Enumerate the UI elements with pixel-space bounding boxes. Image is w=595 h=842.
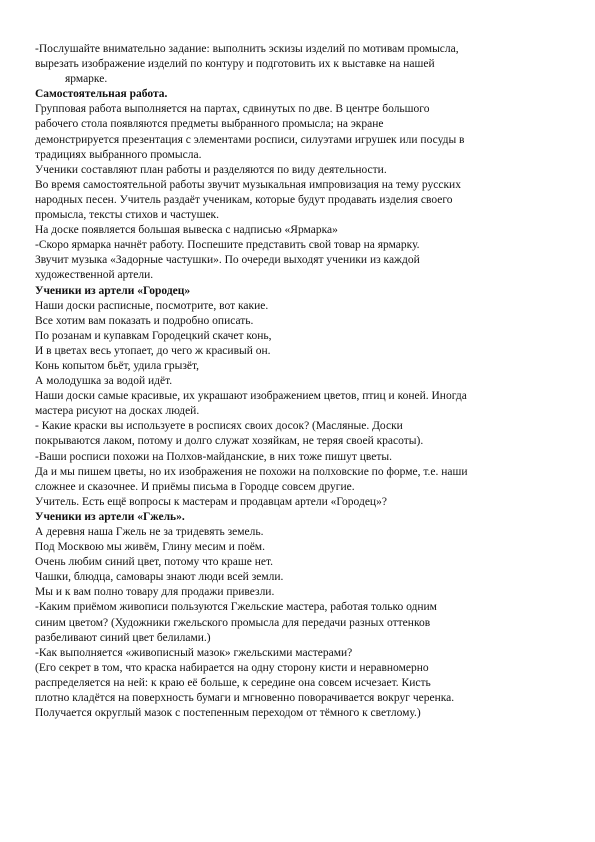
text-line: Групповая работа выполняется на партах, сдвинутых по две. В центре большого	[35, 103, 430, 116]
text-line: Очень любим синий цвет, потому что краше нет.	[35, 556, 273, 569]
text-line: -Как выполняется «живописный мазок» гжельскими мастерами?	[35, 646, 353, 659]
text-line: сложнее и сказочнее. И приёмы письма в Городце совсем другие.	[35, 480, 355, 493]
text-line: Звучит музыка «Задорные частушки». По очереди выходят ученики из каждой	[35, 254, 420, 267]
text-line: Получается округлый мазок с постепенным переходом от тёмного к светлому.)	[35, 707, 421, 720]
text-line: покрываются лаком, потому и долго служат хозяйкам, не теряя своей красоты).	[35, 435, 424, 448]
text-line: - Какие краски вы используете в росписях своих досок? (Масляные. Доски	[35, 420, 403, 433]
text-line: Да и мы пишем цветы, но их изображения не похожи на полховские по форме, т.е. наши	[35, 465, 468, 478]
text-line: традициях выбранного промысла.	[35, 148, 202, 161]
text-line: Конь копытом бьёт, удила грызёт,	[35, 359, 200, 372]
text-line: -Каким приёмом живописи пользуются Гжельские мастера, работая только одним	[35, 601, 437, 614]
text-line: (Его секрет в том, что краска набирается на одну сторону кисти и неравномерно	[35, 661, 429, 674]
text-line: Мы и к вам полно товару для продажи привезли.	[35, 586, 275, 599]
section-heading: Ученики из артели «Городец»	[35, 284, 191, 297]
text-line: промысла, тексты стихов и частушек.	[35, 209, 220, 222]
text-line: Наши доски самые красивые, их украшают изображением цветов, птиц и коней. Иногда	[35, 390, 467, 403]
section-heading: Самостоятельная работа.	[35, 88, 168, 101]
text-line: разбеливают синий цвет белилами.)	[35, 631, 211, 644]
text-line: И в цветах весь утопает, до чего ж красивый он.	[35, 344, 271, 357]
text-line: Ученики составляют план работы и разделяются по виду деятельности.	[35, 163, 387, 176]
text-line: синим цветом? (Художники гжельского промысла для передачи разных оттенков	[35, 616, 431, 629]
text-line: плотно кладётся на поверхность бумаги и мгновенно поворачивается вокруг черенка.	[35, 692, 455, 705]
text-line: А деревня наша Гжель не за тридевять земель.	[35, 526, 264, 538]
text-line: На доске появляется большая вывеска с надписью «Ярмарка»	[35, 224, 338, 237]
text-line: Во время самостоятельной работы звучит музыкальная импровизация на тему русских	[35, 178, 461, 191]
text-line: вырезать изображение изделий по контуру и подготовить их к выставке на нашей	[35, 58, 435, 71]
text-line: рабочего стола появляются предметы выбранного промысла; на экране	[35, 118, 384, 131]
text-line: Учитель. Есть ещё вопросы к мастерам и продавцам артели «Городец»?	[35, 495, 387, 508]
text-line: По розанам и купавкам Городецкий скачет конь,	[35, 329, 272, 342]
text-line: -Послушайте внимательно задание: выполнить эскизы изделий по мотивам промысла,	[35, 43, 459, 55]
text-line: ярмарке.	[65, 73, 108, 86]
text-line: художественной артели.	[35, 269, 154, 282]
text-line: народных песен. Учитель раздаёт ученикам, которые будут продавать изделия своего	[35, 193, 453, 206]
text-line: -Ваши росписи похожи на Полхов-майданские, в них тоже пишут цветы.	[35, 450, 392, 463]
text-line: А молодушка за водой идёт.	[35, 375, 173, 388]
text-line: Все хотим вам показать и подробно описать.	[35, 314, 254, 327]
document-page	[35, 42, 565, 721]
section-heading: Ученики из артели «Гжель».	[35, 510, 185, 523]
text-line: демонстрируется презентация с элементами росписи, силуэтами игрушек или посуды в	[35, 133, 465, 146]
text-line: мастера рисуют на досках людей.	[35, 405, 200, 418]
text-line: -Скоро ярмарка начнёт работу. Поспешите представить свой товар на ярмарку.	[35, 239, 420, 252]
text-line: Под Москвою мы живём, Глину месим и поём.	[35, 541, 265, 554]
text-line: Чашки, блюдца, самовары знают люди всей земли.	[35, 571, 284, 584]
text-line: распределяется на ней: к краю её больше, к середине она совсем исчезает. Кисть	[35, 676, 431, 689]
text-line: Наши доски расписные, посмотрите, вот какие.	[35, 299, 269, 312]
